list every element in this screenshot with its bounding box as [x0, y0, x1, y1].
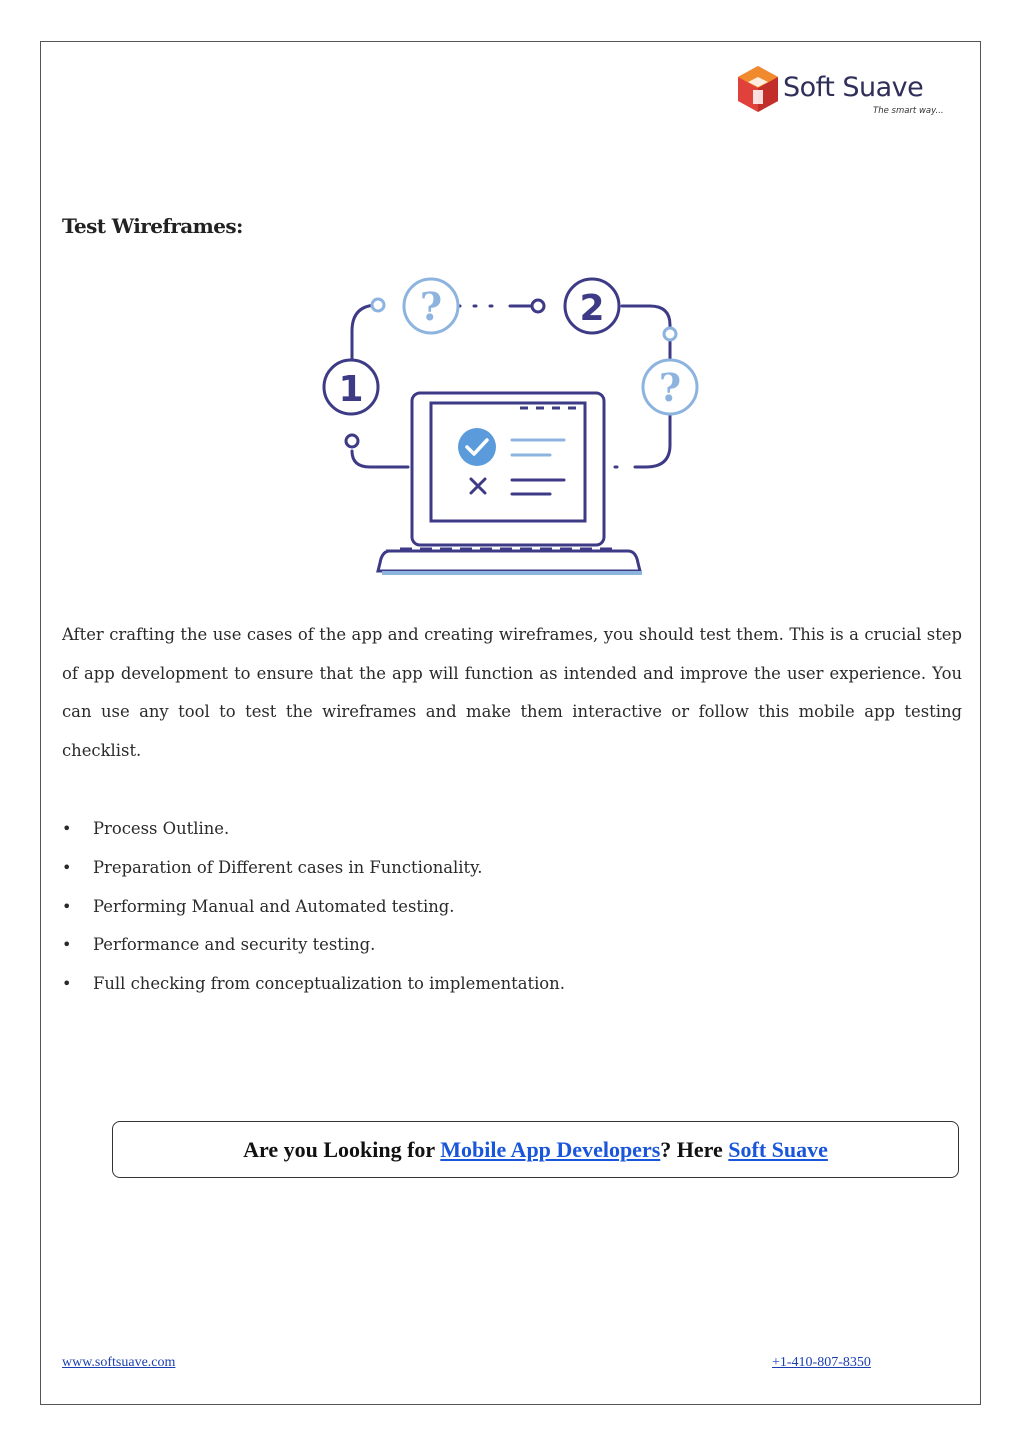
wireframe-testing-illustration: [320, 275, 710, 585]
soft-suave-link[interactable]: Soft Suave: [728, 1136, 828, 1162]
cta-middle: ? Here: [660, 1136, 729, 1162]
cta-prefix: Are you Looking for: [243, 1136, 441, 1162]
list-item: • Process Outline.: [62, 810, 565, 849]
list-item: • Full checking from conceptualization to implementation.: [62, 965, 565, 1004]
bullet-icon: •: [62, 819, 72, 838]
laptop-icon: [378, 393, 642, 573]
list-item: • Performing Manual and Automated testing.: [62, 888, 565, 927]
soft-suave-logo: [736, 62, 946, 120]
section-heading: Test Wireframes:: [62, 214, 243, 238]
bullet-icon: •: [62, 935, 72, 955]
footer-phone-link[interactable]: +1-410-807-8350: [772, 1355, 871, 1370]
logo-tagline: The smart way...: [873, 106, 944, 116]
step-one-circle: [324, 360, 378, 414]
bullet-icon: •: [62, 857, 72, 877]
bullet-icon: •: [62, 974, 72, 994]
svg-text:?: ?: [419, 284, 443, 329]
footer-website-link[interactable]: www.softsuave.com: [62, 1355, 176, 1370]
logo-brand-name: Soft Suave: [783, 72, 924, 103]
bullet-icon: •: [62, 896, 72, 916]
svg-text:?: ?: [658, 365, 682, 410]
list-item: • Performance and security testing.: [62, 926, 565, 965]
logo-cube-icon: [736, 64, 780, 116]
testing-checklist: [62, 810, 565, 1004]
question-circle-right: [643, 360, 697, 414]
step-two-circle: [565, 279, 619, 333]
svg-text:1: 1: [338, 369, 364, 410]
list-item: • Preparation of Different cases in Functionality.: [62, 849, 565, 888]
body-paragraph: After crafting the use cases of the app and creating wireframes, you should test them. This is a crucial step of app development to ensure that the app will function as intended and improve the user experience. You can use any tool to test the wireframes and make them interactive or follow this mobile app testing checklist.: [62, 625, 962, 761]
mobile-app-developers-link[interactable]: Mobile App Developers: [440, 1136, 661, 1162]
check-icon: [458, 428, 496, 466]
cta-box: [112, 1121, 959, 1178]
svg-text:2: 2: [579, 288, 605, 329]
question-circle-left: [404, 279, 458, 333]
